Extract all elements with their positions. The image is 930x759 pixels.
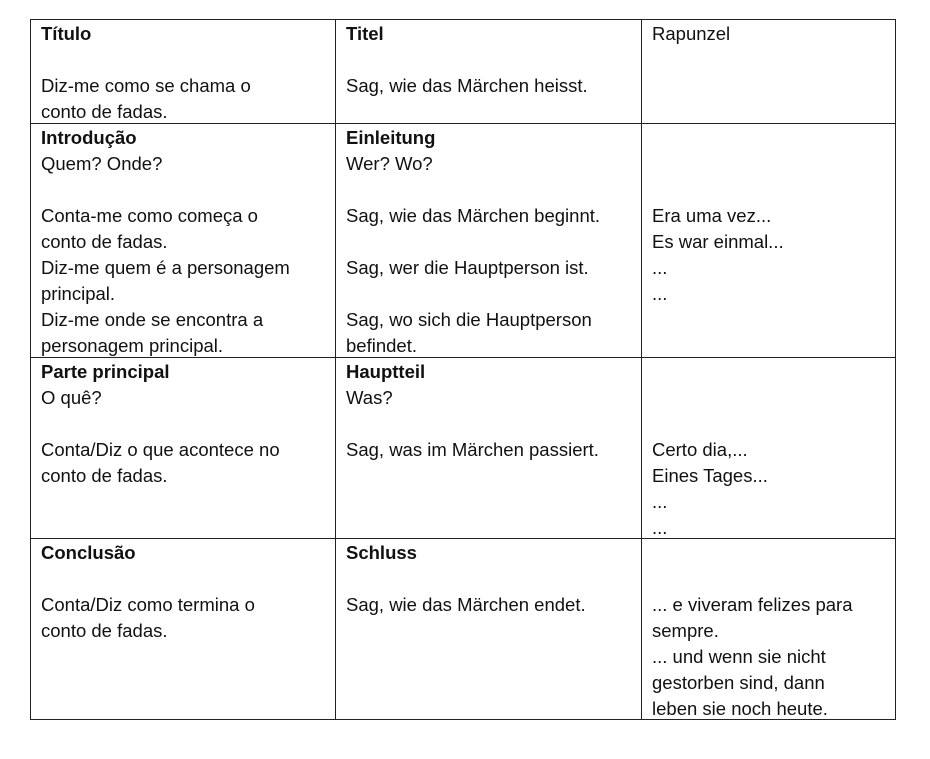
cell-text-line: ... [652, 517, 668, 538]
cell-heading: Einleitung [346, 127, 436, 148]
cell-text-line: conto de fadas. [41, 231, 168, 252]
cell-text-line: ... [652, 283, 668, 304]
table-cell-r3-example [641, 357, 896, 539]
cell-text-line: ... und wenn sie nicht [652, 646, 826, 667]
cell-heading: Introdução [41, 127, 137, 148]
cell-text-line: Es war einmal... [652, 231, 784, 252]
cell-text-line: gestorben sind, dann [652, 672, 825, 693]
table-cell-r3-german [335, 357, 642, 539]
cell-text-line: Diz-me quem é a personagem [41, 257, 290, 278]
table-cell-r1-portuguese [30, 19, 336, 124]
cell-text-line: Certo dia,... [652, 439, 748, 460]
cell-heading: Conclusão [41, 542, 136, 563]
cell-text-line: Sag, wie das Märchen beginnt. [346, 205, 601, 226]
cell-heading: Título [41, 23, 92, 44]
cell-text-line: personagem principal. [41, 335, 224, 356]
cell-text-line: befindet. [346, 335, 417, 356]
cell-text-line: Sag, wo sich die Hauptperson [346, 309, 592, 330]
table-cell-r3-portuguese [30, 357, 336, 539]
cell-heading: Hauptteil [346, 361, 426, 382]
cell-text-line: Sag, wer die Hauptperson ist. [346, 257, 589, 278]
cell-text-line: Rapunzel [652, 23, 731, 44]
cell-text-line: principal. [41, 283, 116, 304]
table-cell-r1-example [641, 19, 896, 124]
table-cell-r4-example [641, 538, 896, 720]
cell-text-line: ... [652, 257, 668, 278]
table-cell-r2-example [641, 123, 896, 358]
cell-text-line: Conta-me como começa o [41, 205, 258, 226]
cell-text-line: ... [652, 491, 668, 512]
cell-text-line: conto de fadas. [41, 465, 168, 486]
table-cell-r4-german [335, 538, 642, 720]
table-cell-r1-german [335, 19, 642, 124]
cell-text-line: ... e viveram felizes para [652, 594, 853, 615]
table-cell-r4-portuguese [30, 538, 336, 720]
cell-text-line: Diz-me onde se encontra a [41, 309, 264, 330]
cell-text-line: Diz-me como se chama o [41, 75, 251, 96]
cell-text-line: Sag, wie das Märchen heisst. [346, 75, 588, 96]
fairy-tale-structure-table [30, 19, 896, 720]
cell-text-line: Era uma vez... [652, 205, 772, 226]
cell-text-line: Sag, was im Märchen passiert. [346, 439, 599, 460]
cell-text-line: Conta/Diz o que acontece no [41, 439, 280, 460]
cell-heading: Schluss [346, 542, 417, 563]
cell-text-line: Sag, wie das Märchen endet. [346, 594, 586, 615]
cell-text-line: Was? [346, 387, 393, 408]
cell-text-line: Quem? Onde? [41, 153, 163, 174]
cell-text-line: leben sie noch heute. [652, 698, 828, 719]
table-cell-r2-portuguese [30, 123, 336, 358]
cell-text-line: Conta/Diz como termina o [41, 594, 255, 615]
cell-text-line: conto de fadas. [41, 101, 168, 122]
table-cell-r2-german [335, 123, 642, 358]
cell-text-line: Wer? Wo? [346, 153, 433, 174]
cell-text-line: Eines Tages... [652, 465, 768, 486]
cell-text-line: O quê? [41, 387, 102, 408]
cell-heading: Titel [346, 23, 384, 44]
cell-text-line: sempre. [652, 620, 719, 641]
cell-text-line: conto de fadas. [41, 620, 168, 641]
cell-heading: Parte principal [41, 361, 170, 382]
